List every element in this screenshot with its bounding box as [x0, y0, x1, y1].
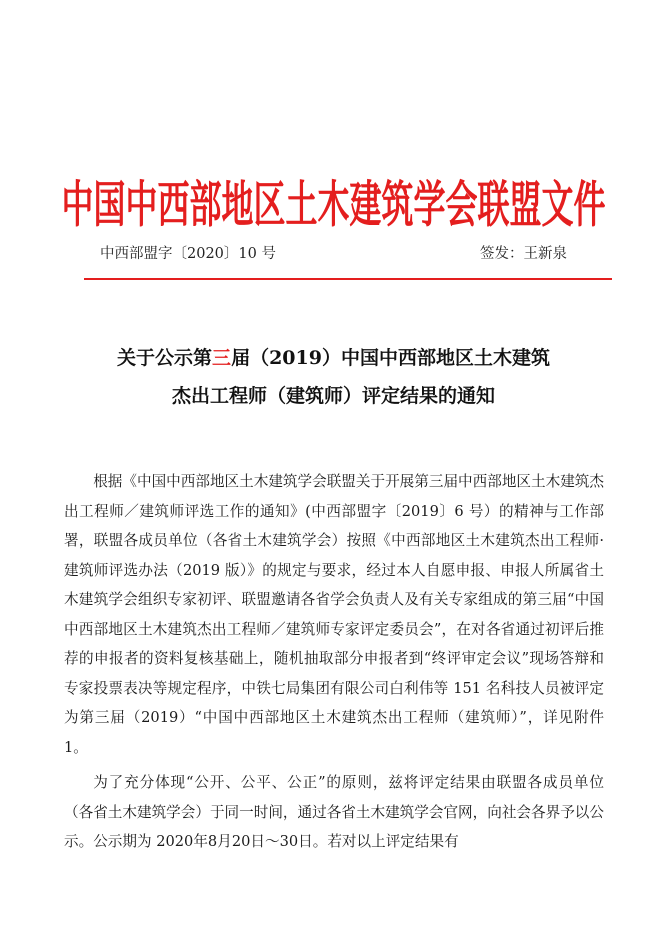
notice-title-part: 关于公示第	[117, 347, 213, 369]
document-body	[64, 467, 604, 863]
signer: 签发：王新泉	[480, 246, 567, 262]
body-paragraph-1: 根据《中国中西部地区土木建筑学会联盟关于开展第三届中西部地区土木建筑杰出工程师／建筑师评选工作的通知》(中西部盟字〔2019〕6 号）的精神与工作部署，联盟各成员单位（各省土木建筑学会）按照《中西部地区土木建筑杰出工程师·建筑师评选办法（2019 版）》的规定与要求，经过本人自愿申报、申报人所属省土木建筑学会组织专家初评、联盟邀请各省学会负责人及有关专家组成的第三届“中国中西部地区土木建筑杰出工程师／建筑师专家评定委员会”，在对各省通过初评后推荐的申报者的资料复核基础上，随机抽取部分申报者到“终评审定会议”现场答辩和专家投票表决等规定程序，中铁七局集团有限公司白利伟等 151 名科技人员被评定为第三届（2019）“中国中西部地区土木建筑杰出工程师（建筑师）”，详见附件 1。	[64, 473, 604, 756]
header-divider	[84, 278, 612, 280]
notice-title-part: 届（2019）中国中西部地区土木建筑	[231, 347, 550, 369]
notice-title-highlight: 三	[212, 347, 232, 369]
body-paragraph-2: 为了充分体现“公开、公平、公正”的原则，兹将评定结果由联盟各成员单位（各省土木建筑学会）于同一时间，通过各省土木建筑学会官网，向社会各界予以公示。公示期为 2020年8月20日～30日。若对以上评定结果有	[64, 774, 604, 850]
document-number: 中西部盟字〔2020〕10 号	[100, 246, 276, 262]
notice-title-line-1	[40, 340, 627, 376]
notice-title-line-2: 杰出工程师（建筑师）评定结果的通知	[171, 385, 495, 407]
org-header-title: 中国中西部地区土木建筑学会联盟文件	[61, 175, 606, 234]
